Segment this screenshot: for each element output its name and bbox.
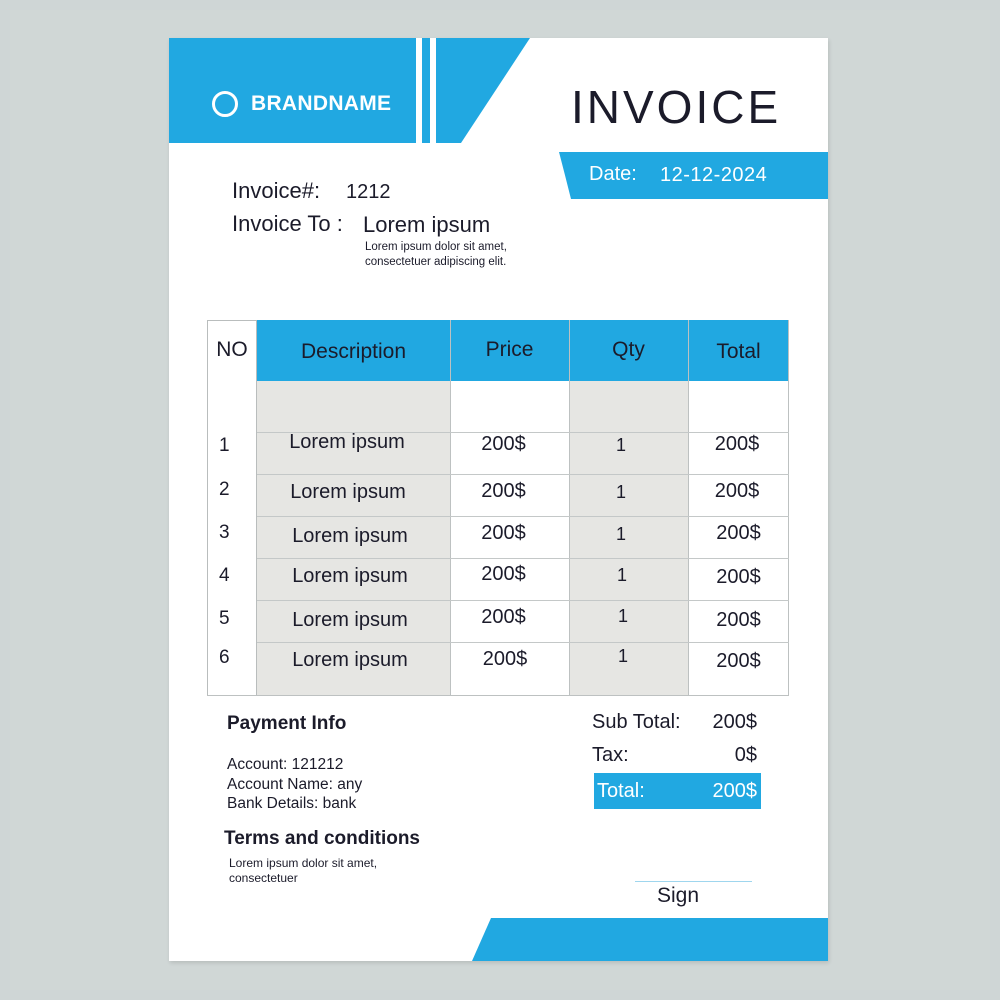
row-number: 6 (219, 647, 230, 668)
invoice-to-label: Invoice To : (232, 211, 343, 236)
row-price: 200$ (482, 648, 528, 670)
row-total: 200$ (716, 609, 761, 631)
payment-bank-details: Bank Details: bank (227, 795, 357, 812)
column-divider (450, 320, 451, 696)
row-divider (257, 474, 789, 475)
invoice-title: INVOICE (571, 81, 782, 133)
row-total: 200$ (716, 522, 761, 544)
row-description: Lorem ipsum (292, 565, 408, 587)
tax-value: 0$ (734, 744, 757, 766)
invoice-number-label: Invoice#: (232, 178, 321, 203)
row-qty: 1 (615, 435, 626, 455)
invoice-to-name: Lorem ipsum (363, 212, 491, 237)
row-total: 200$ (716, 650, 761, 672)
row-description: Lorem ipsum (290, 481, 406, 503)
no-column (207, 320, 257, 696)
header-no: NO (216, 338, 248, 361)
subtotal-value: 200$ (712, 711, 757, 733)
date-value: 12-12-2024 (660, 164, 768, 186)
date-label: Date: (589, 163, 637, 185)
header-qty: Qty (612, 338, 645, 361)
row-divider (257, 516, 789, 517)
row-qty: 1 (615, 524, 626, 544)
row-number: 1 (219, 435, 230, 456)
items-table (207, 320, 789, 696)
table-border-right (788, 320, 789, 696)
row-qty: 1 (616, 565, 627, 585)
row-number: 2 (219, 479, 230, 500)
invoice-number: 1212 (346, 181, 391, 203)
payment-account: Account: 121212 (227, 756, 344, 773)
payment-info-title: Payment Info (227, 713, 347, 734)
subtotal-label: Sub Total: (592, 711, 681, 733)
column-divider (569, 320, 570, 696)
invoice-page (169, 38, 828, 961)
header-price: Price (485, 338, 534, 361)
brand-name: BRANDNAME (251, 92, 392, 115)
row-qty: 1 (617, 606, 628, 626)
row-description: Lorem ipsum (292, 609, 408, 631)
row-number: 5 (219, 608, 230, 629)
row-total: 200$ (714, 433, 760, 455)
terms-title: Terms and conditions (224, 828, 421, 849)
total-value: 200$ (712, 780, 757, 802)
signature-line (635, 881, 752, 882)
circle-logo-icon (212, 91, 238, 117)
invoice-to-address: Lorem ipsum dolor sit amet, consectetuer adipiscing elit. (365, 241, 507, 268)
header-total: Total (716, 340, 761, 363)
row-divider (257, 600, 789, 601)
row-total: 200$ (714, 480, 760, 502)
row-description: Lorem ipsum (289, 431, 405, 453)
payment-account-name: Account Name: any (227, 776, 363, 793)
row-divider (257, 642, 789, 643)
column-divider (688, 320, 689, 696)
row-qty: 1 (615, 482, 626, 502)
header-description: Description (300, 340, 407, 363)
table-border-bottom (207, 695, 789, 696)
row-price: 200$ (481, 522, 526, 544)
row-number: 4 (219, 565, 230, 586)
row-price: 200$ (481, 606, 526, 628)
row-number: 3 (219, 522, 230, 543)
terms-text: Lorem ipsum dolor sit amet, consectetuer (229, 856, 378, 885)
row-price: 200$ (481, 563, 526, 585)
row-total: 200$ (716, 566, 761, 588)
row-description: Lorem ipsum (292, 525, 408, 547)
sign-label: Sign (657, 884, 700, 907)
total-label: Total: (597, 780, 645, 802)
row-price: 200$ (481, 480, 526, 502)
row-qty: 1 (617, 646, 628, 666)
footer-band (169, 918, 828, 961)
tax-label: Tax: (592, 744, 629, 766)
row-divider (257, 558, 789, 559)
row-description: Lorem ipsum (292, 649, 408, 671)
row-price: 200$ (481, 433, 526, 455)
